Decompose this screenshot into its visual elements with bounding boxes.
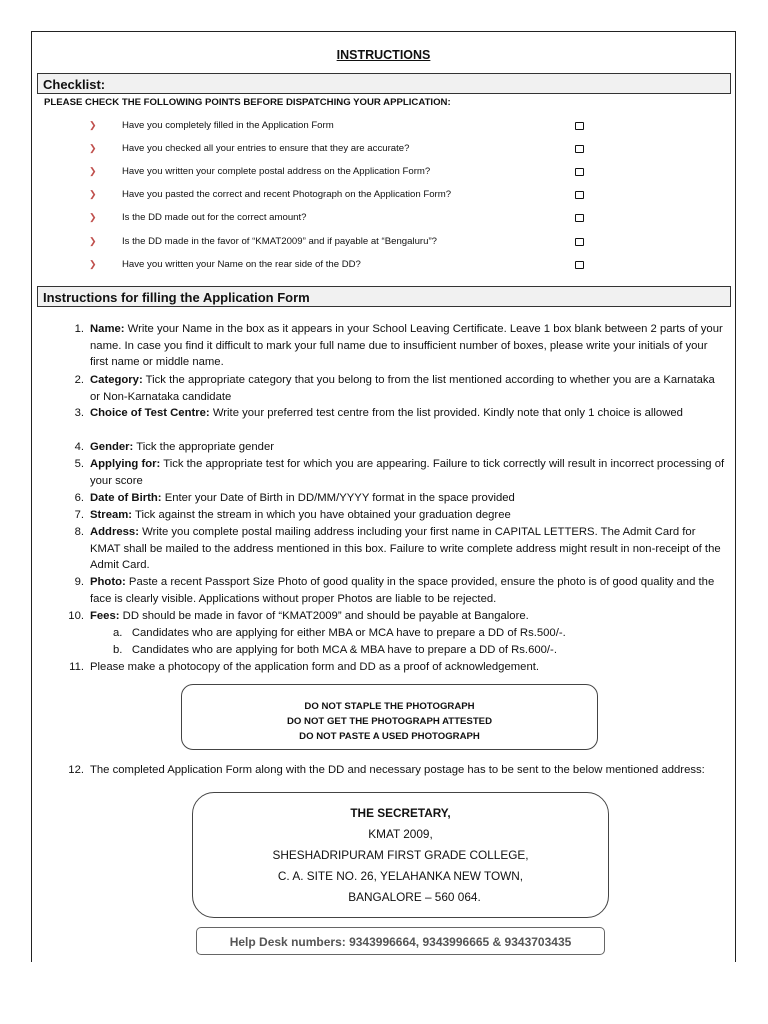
address-line: C. A. SITE NO. 26, YELAHANKA NEW TOWN,: [277, 869, 524, 883]
arrow-icon: ❯: [89, 143, 97, 153]
instruction-item: 8. Address: Write you complete postal mailing address including your first name in CAPITAL LETTERS. The Admit Card for KMAT shall be mailed to the address mentioned in this box. Failure to write complete address might result in non-receipt of the Admit Card.: [74, 526, 721, 572]
instruction-item: 10. Fees: DD should be made in favor of “KMAT2009” and should be payable at Bangalore.: [68, 610, 529, 622]
checklist-heading: Checklist:: [37, 73, 731, 94]
mailing-address-box: [192, 792, 609, 918]
checkbox[interactable]: [575, 191, 584, 199]
notice-line: DO NOT GET THE PHOTOGRAPH ATTESTED: [286, 716, 493, 727]
instruction-item: 2. Category: Tick the appropriate category that you belong to from the list mentioned according to whether you are a Karnataka or Non-Karnataka candidate: [74, 374, 715, 403]
address-line: KMAT 2009,: [368, 827, 433, 841]
helpdesk-numbers: Help Desk numbers: 9343996664, 9343996665 & 9343703435: [196, 927, 605, 955]
arrow-icon: ❯: [89, 120, 97, 130]
notice-line: DO NOT PASTE A USED PHOTOGRAPH: [299, 731, 480, 742]
fees-sub-item: b. Candidates who are applying for both MCA & MBA have to prepare a DD of Rs.600/-.: [113, 644, 557, 656]
instructions-page: INSTRUCTIONS Checklist: PLEASE CHECK THE FOLLOWING POINTS BEFORE DISPATCHING YOUR APPLICATION: ❯ Have you completely filled in the Application Form ❯ Have you checked all your entries to ensure that they are accurate? ❯ Have you written your complete postal address on the Application Form? ❯ Have you pasted the correct and recent Photograph on the Application Form? ❯ Is the DD made out for the correct amount? ❯ Is the DD made in the favor of “KMAT2009” and if payable at “Bengaluru”? ❯ Have you written your Name on the rear side of the DD? Instructions for filling the Application Form: [31, 31, 736, 962]
instruction-item: 9. Photo: Paste a recent Passport Size Photo of good quality in the space provided, ensure the photo is of good quality and the face is clearly visible. Applications without proper Photos are liable to be rejected.: [74, 576, 715, 605]
instruction-item: 6. Date of Birth: Enter your Date of Birth in DD/MM/YYYY format in the space provided: [74, 492, 515, 504]
instruction-item: 5. Applying for: Tick the appropriate test for which you are appearing. Failure to tick correctly will result in incorrect processing of your score: [74, 458, 725, 487]
address-line: SHESHADRIPURAM FIRST GRADE COLLEGE,: [272, 848, 529, 862]
instruction-item: 4. Gender: Tick the appropriate gender: [74, 441, 274, 453]
photo-notice-box: [181, 684, 598, 750]
instruction-item: 7. Stream: Tick against the stream in which you have obtained your graduation degree: [74, 509, 511, 521]
notice-line: DO NOT STAPLE THE PHOTOGRAPH: [304, 701, 475, 712]
instruction-item: 1. Name: Write your Name in the box as it appears in your School Leaving Certificate. Leave 1 box blank between 2 parts of your name. In case you find it difficult to mark your full name due to insufficient number of boxes, please write your initials of your first name or middle name.: [74, 323, 723, 369]
arrow-icon: ❯: [89, 166, 97, 176]
instruction-item: 11. Please make a photocopy of the application form and DD as a proof of acknowledgement.: [69, 661, 540, 673]
checkbox[interactable]: [575, 261, 584, 269]
address-line: THE SECRETARY,: [350, 806, 451, 820]
instruction-item: 3. Choice of Test Centre: Write your preferred test centre from the list provided. Kindly note that only 1 choice is allowed: [74, 407, 683, 419]
arrow-icon: ❯: [89, 212, 97, 222]
arrow-icon: ❯: [89, 189, 97, 199]
checkbox[interactable]: [575, 238, 584, 246]
checkbox[interactable]: [575, 214, 584, 222]
fees-sub-item: a. Candidates who are applying for either MBA or MCA have to prepare a DD of Rs.500/-.: [113, 627, 566, 639]
checkbox[interactable]: [575, 145, 584, 153]
checkbox[interactable]: [575, 168, 584, 176]
checklist-subheading: PLEASE CHECK THE FOLLOWING POINTS BEFORE DISPATCHING YOUR APPLICATION:: [44, 97, 451, 108]
arrow-icon: ❯: [89, 236, 97, 246]
page-title: INSTRUCTIONS: [336, 48, 431, 62]
instruction-item: 12. The completed Application Form along with the DD and necessary postage has to be sent to the below mentioned address:: [68, 764, 705, 776]
checkbox[interactable]: [575, 122, 584, 130]
arrow-icon: ❯: [89, 259, 97, 269]
address-line: BANGALORE – 560 064.: [348, 890, 481, 904]
instructions-heading: Instructions for filling the Application Form: [37, 286, 731, 307]
